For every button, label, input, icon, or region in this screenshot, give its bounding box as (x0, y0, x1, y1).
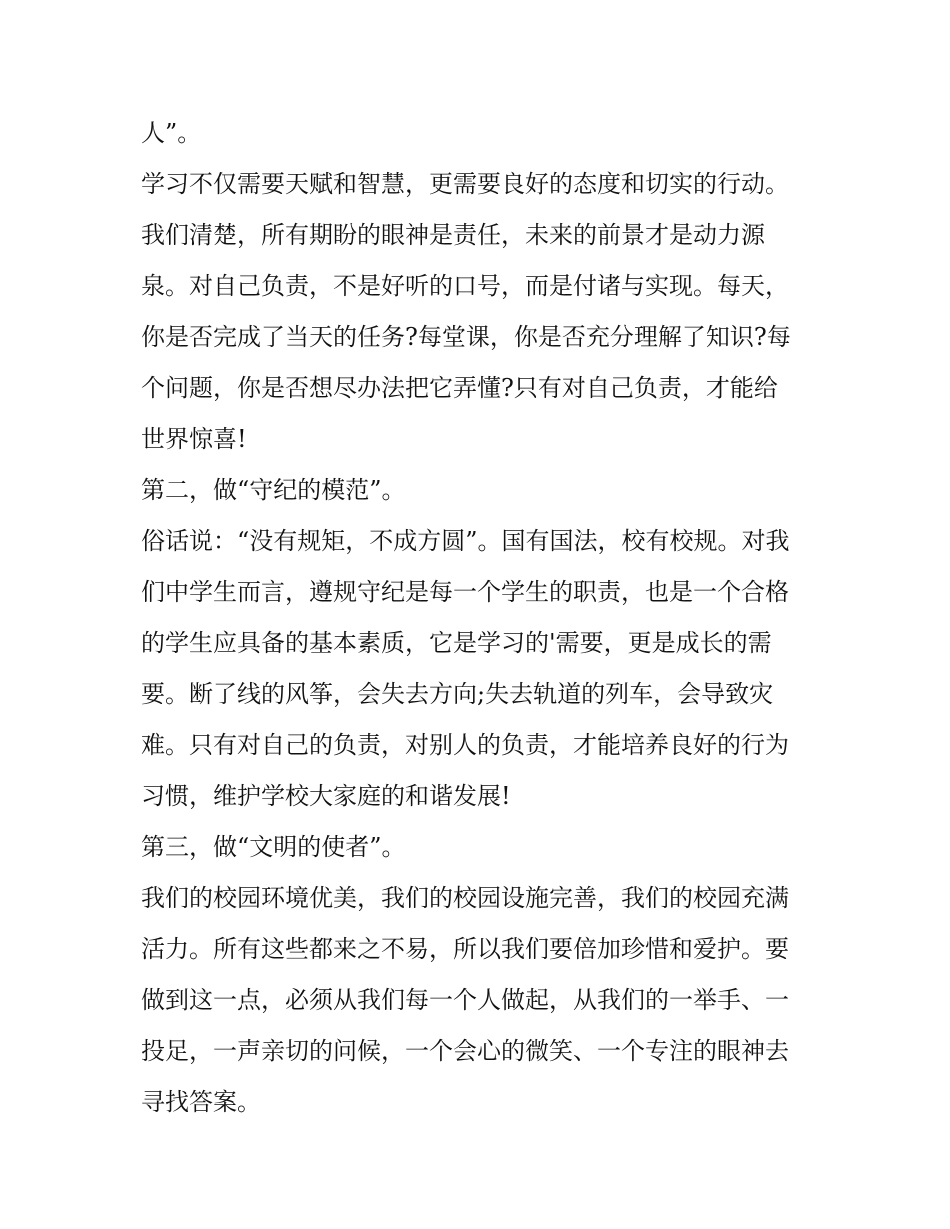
text-line: 你是否完成了当天的任务?每堂课，你是否充分理解了知识?每 (141, 323, 791, 351)
text-line: 学习不仅需要天赋和智慧，更需要良好的态度和切实的行动。 (141, 170, 789, 198)
text-line: 做到这一点，必须从我们每一个人做起，从我们的一举手、一 (141, 986, 789, 1014)
text-line: 泉。对自己负责，不是好听的口号，而是付诸与实现。每天， (141, 272, 789, 300)
section-heading: 第二，做“守纪的模范”。 (141, 476, 406, 504)
text-line: 个问题，你是否想尽办法把它弄懂?只有对自己负责，才能给 (141, 374, 778, 402)
text-line: 我们清楚，所有期盼的眼神是责任，未来的前景才是动力源 (141, 221, 765, 249)
text-line: 们中学生而言，遵规守纪是每一个学生的职责，也是一个合格 (141, 578, 789, 606)
text-line: 的学生应具备的基本素质，它是学习的'需要，更是成长的需 (141, 629, 772, 657)
document-body (141, 108, 813, 1128)
text-line: 习惯，维护学校大家庭的和谐发展! (141, 782, 511, 810)
text-line: 要。断了线的风筝，会失去方向;失去轨道的列车，会导致灾 (141, 680, 774, 708)
section-heading: 第三，做“文明的使者”。 (141, 833, 406, 861)
text-line: 寻找答案。 (141, 1088, 261, 1116)
text-line: 我们的校园环境优美，我们的校园设施完善，我们的校园充满 (141, 884, 789, 912)
text-line: 世界惊喜! (141, 425, 247, 453)
text-line: 人”。 (141, 119, 202, 147)
text-line: 活力。所有这些都来之不易，所以我们要倍加珍惜和爱护。要 (141, 935, 789, 963)
text-line: 俗话说：“没有规矩，不成方圆”。国有国法，校有校规。对我 (141, 527, 790, 555)
text-line: 难。只有对自己的负责，对别人的负责，才能培养良好的行为 (141, 731, 789, 759)
text-line: 投足，一声亲切的问候，一个会心的微笑、一个专注的眼神去 (141, 1037, 789, 1065)
